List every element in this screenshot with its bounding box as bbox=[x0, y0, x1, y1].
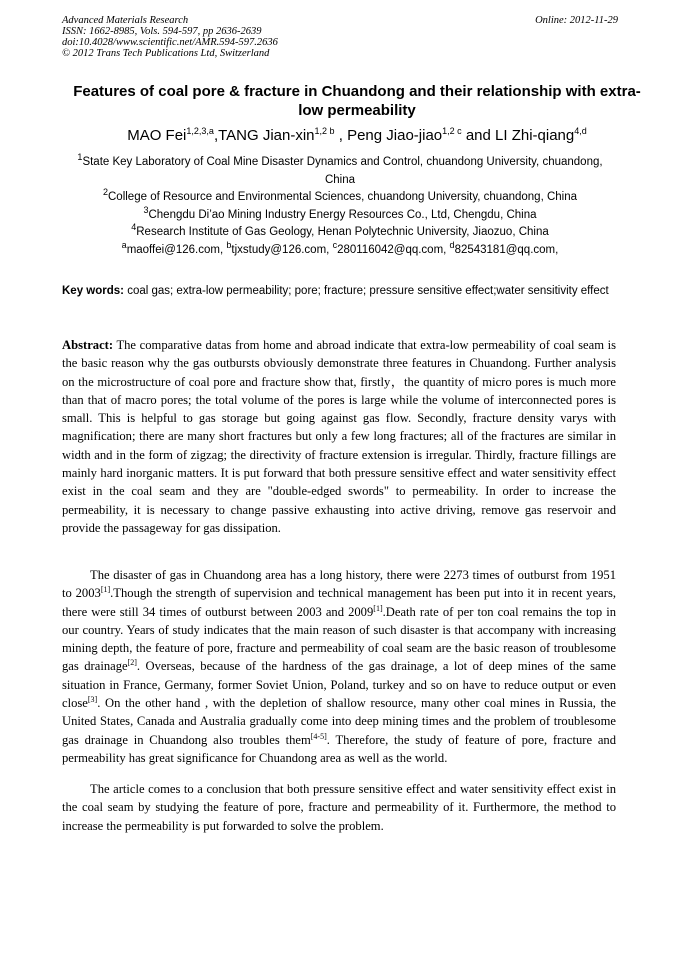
body-text: . Overseas, because of the hardness of the gas drainage, a lot of deep mines of the same situation in France, Germany, former Soviet Union, Poland, turkey and so on have to reduce output or even close bbox=[62, 659, 616, 711]
affiliation-1 bbox=[62, 154, 618, 189]
author-separator: , bbox=[213, 127, 219, 144]
page-header bbox=[62, 15, 618, 59]
author-name: Peng Jiao-jiao bbox=[347, 127, 443, 144]
citation[interactable]: [2] bbox=[127, 658, 137, 668]
doi-line: doi:10.4028/www.scientific.net/AMR.594-597.2636 bbox=[62, 37, 278, 48]
author-superscript: 1,2,3,a bbox=[186, 126, 214, 136]
journal-name: Advanced Materials Research bbox=[62, 15, 189, 26]
abstract-label: Abstract: bbox=[62, 338, 114, 352]
author-name: LI Zhi-qiang bbox=[495, 127, 575, 144]
author-separator: and bbox=[461, 127, 496, 144]
email-link[interactable]: 280116042@qq.com, bbox=[337, 243, 450, 256]
author-superscript: 4,d bbox=[574, 126, 587, 136]
copyright-line: © 2012 Trans Tech Publications Ltd, Switzerland bbox=[62, 48, 270, 59]
email-link[interactable]: maoffei@126.com, bbox=[126, 243, 227, 256]
author-name: TANG Jian-xin bbox=[218, 127, 315, 144]
body-text: The disaster of gas in Chuandong area has a long history, there were 2273 times of outburst from 1951 to 2003 bbox=[62, 568, 616, 601]
email-list bbox=[62, 242, 618, 260]
affiliation-text: State Key Laboratory of Coal Mine Disaster Dynamics and Control, chuandong University, chuandong, China bbox=[82, 156, 603, 186]
body-text: .Though the strength of supervision and technical management has been put into it in recent years, there were still 34 times of outburst between 2003 and 2009 bbox=[62, 586, 616, 619]
author-superscript: 1,2 c bbox=[442, 126, 462, 136]
citation[interactable]: [3] bbox=[87, 694, 98, 704]
email-superscript: a bbox=[121, 240, 127, 251]
paper-title: Features of coal pore & fracture in Chuandong and their relationship with extra-low permeability bbox=[73, 83, 641, 119]
email-superscript: c bbox=[332, 240, 338, 251]
email-superscript: b bbox=[226, 240, 232, 251]
body-paragraph-1 bbox=[62, 566, 616, 767]
email-superscript: d bbox=[449, 240, 455, 251]
affiliation-4 bbox=[62, 224, 618, 242]
author-name: MAO Fei bbox=[127, 127, 187, 144]
body-text: . On the other hand , with the depletion of shallow resource, many other coal mines in Russia, the United States, Canada and Australia gradually come into deep mining times and the problem of troublesome gas drainage in Chuandong also troubles them bbox=[62, 696, 616, 747]
author-superscript: 1,2 b bbox=[314, 126, 335, 136]
keywords bbox=[62, 283, 618, 299]
affiliation-text: College of Resource and Environmental Sciences, chuandong University, chuandong, China bbox=[108, 191, 578, 204]
citation[interactable]: [1] bbox=[100, 585, 111, 595]
keywords-text: coal gas; extra-low permeability; pore; fracture; pressure sensitive effect;water sensitivity effect bbox=[124, 285, 609, 297]
online-date: Online: 2012-11-29 bbox=[535, 15, 618, 26]
keywords-label: Key words: bbox=[62, 285, 124, 297]
affiliation-superscript: 1 bbox=[77, 152, 83, 163]
author-list bbox=[62, 126, 652, 145]
body-paragraph-2: The article comes to a conclusion that both pressure sensitive effect and water sensitivity effect exist in the coal seam by studying the feature of pore, fracture and permeability of it. Furthermore, the method to increase the permeability is put forwarded to solve the problem. bbox=[62, 782, 616, 833]
abstract bbox=[62, 336, 616, 537]
body-text: .Death rate of per ton coal remains the top in our country. Years of study indicates that the main reason of such disaster is that accompany with increasing mining depth, the feature of pore, fracture and permeability of coal seam are the basic reason of troublesome gas drainage bbox=[62, 604, 616, 674]
affiliations bbox=[62, 154, 618, 260]
affiliation-superscript: 3 bbox=[143, 204, 149, 215]
affiliation-superscript: 4 bbox=[131, 222, 137, 233]
citation[interactable]: [1] bbox=[373, 603, 383, 613]
author-separator: , bbox=[334, 127, 348, 144]
issn-line: ISSN: 1662-8985, Vols. 594-597, pp 2636-2639 bbox=[62, 26, 262, 37]
citation[interactable]: [4-5] bbox=[310, 731, 327, 741]
abstract-text: The comparative datas from home and abroad indicate that extra-low permeability of coal seam is the basic reason why the gas outbursts obviously demonstrate three features in Chuandong. Further analysis on the microstructure of coal pore and fracture show that, firstly，the quantity of micro pores is much more than that of macro pores; the total volume of the pores is large while the volume of interconnected pores is small. This is helpful to gas storage but going against gas flow. Secondly, fracture density varys with magnification; there are many short fractures but only a few long fractures; all of the fractures are similar in width and in the form of zigzag; the directivity of fracture extension is irregular. Thirdly, fracture fillings are mainly hard inorganic matters. It is put forward that both pressure sensitive effect and water sensitivity effect exist in the coal seam and they are "double-edged swords" to permeability. In order to increase the permeability, it is necessary to change passive exhausting into active driving, remove gas reservoir and provide the passageway for gas dissipation. bbox=[62, 338, 616, 535]
body-text: . Therefore, the study of feature of pore, fracture and permeability has great significance for Chuandong area as well as the world. bbox=[62, 732, 617, 765]
affiliation-text: Chengdu Di’ao Mining Industry Energy Resources Co., Ltd, Chengdu, China bbox=[148, 208, 537, 221]
affiliation-text: Research Institute of Gas Geology, Henan Polytechnic University, Jiaozuo, China bbox=[136, 226, 549, 239]
email-link[interactable]: 82543181@qq.com, bbox=[454, 243, 559, 256]
affiliation-3 bbox=[62, 204, 618, 225]
affiliation-superscript: 2 bbox=[102, 187, 108, 198]
email-link[interactable]: tjxstudy@126.com, bbox=[231, 243, 333, 256]
